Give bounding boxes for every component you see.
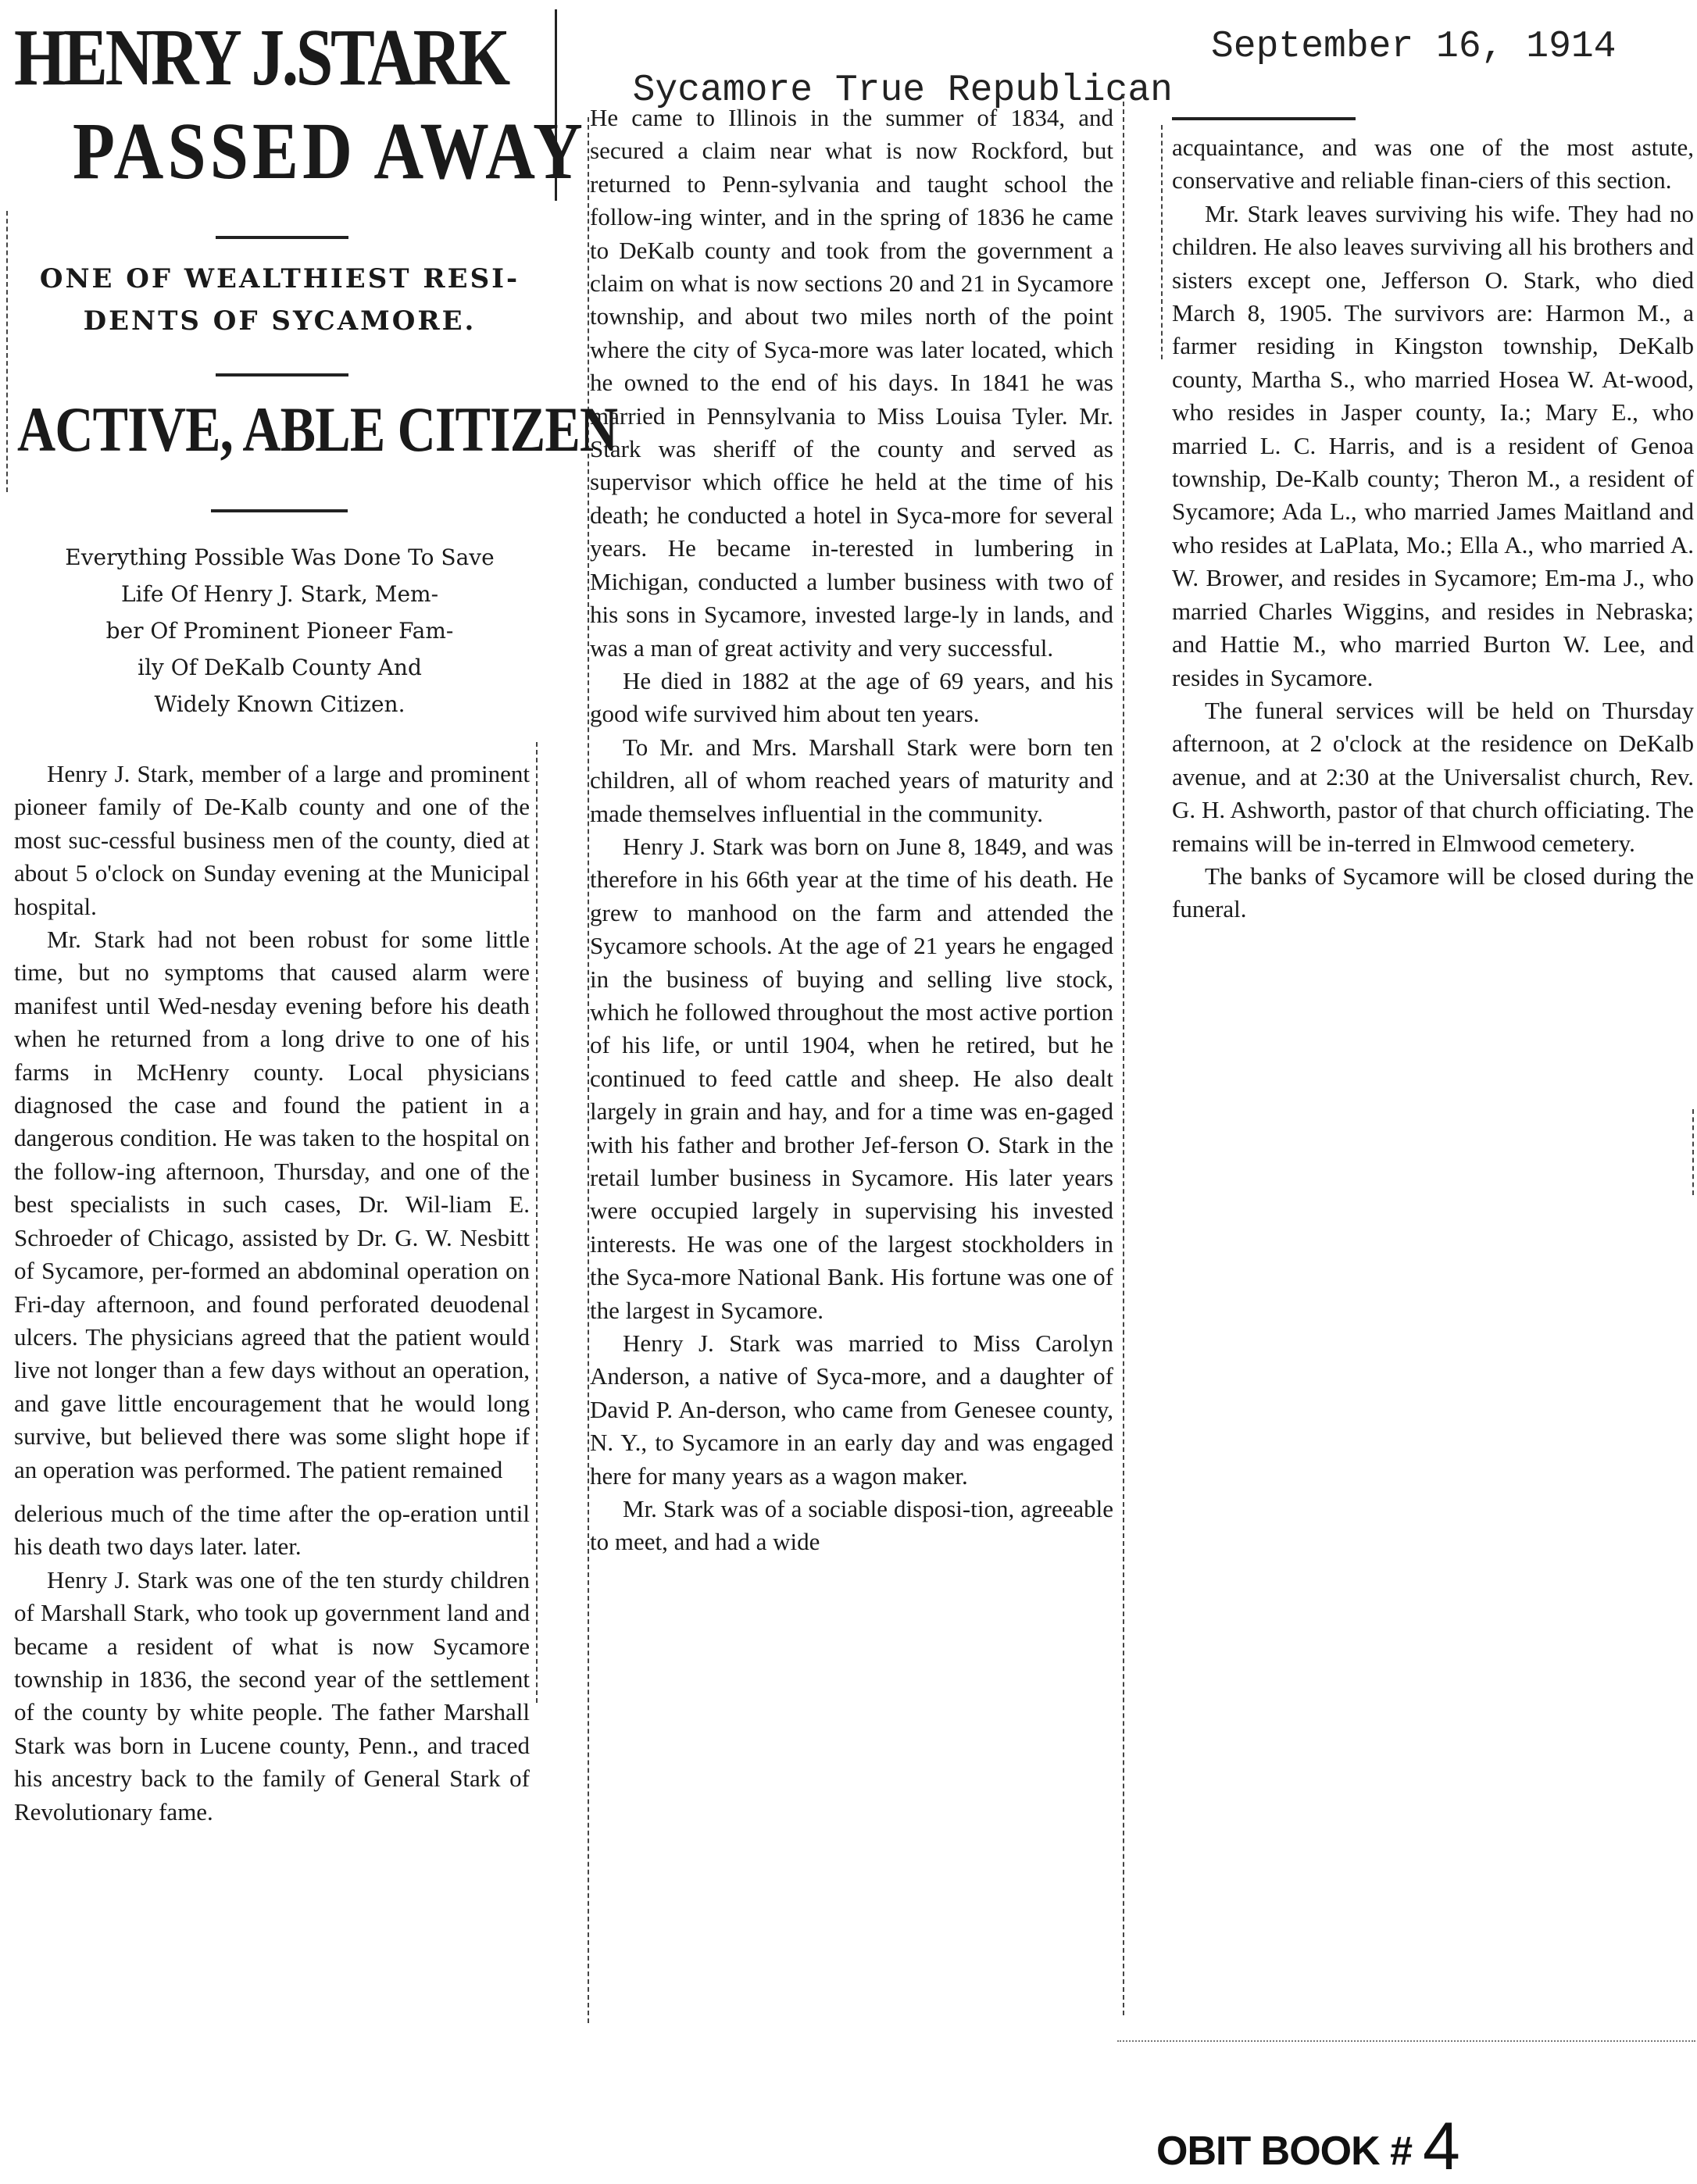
paragraph: He came to Illinois in the summer of 1834, and secured a claim near what is now Rockford, but returned to Penn-sylvania and taught school the follow-ing winter, and in the spring of 1836 he came to DeKalb county and took from the government a claim on what is now sections 20 and 21 in Sycamore township, and about two miles north of the point where the city of Syca-more was later located, which he owned to the end of his days. In 1841 he was married in Pennsylvania to Miss Louisa Tyler. Mr. Stark was sheriff of the county and served as supervisor which office he held at the time of his death; he conducted a hotel in Syca-more for several years. He became in-terested in lumbering in Michigan, conducted a lumber business with two of his sons in Sycamore, invested large-ly in lands, and was a man of great activity and very successful. [590, 104, 1113, 662]
paragraph: Henry J. Stark was married to Miss Carolyn Anderson, a native of Syca-more, and a daughter of David P. An-derson, who came from Genesee county, N. Y., to Sycamore in an early day and was engaged here for many years as a wagon maker. [590, 1329, 1113, 1490]
headline-rule-3 [211, 509, 348, 512]
subheadline [14, 258, 545, 342]
deck-line: ily Of DeKalb County And [138, 655, 422, 680]
deck-line: Everything Possible Was Done To Save [65, 544, 495, 570]
obit-book-label: OBIT BOOK # [1156, 2129, 1413, 2174]
deck-line: Life Of Henry J. Stark, Mem- [120, 581, 439, 607]
paragraph: acquaintance, and was one of the most astute, conservative and reliable finan-ciers of this section. [1172, 134, 1694, 194]
paragraph: The funeral services will be held on Thursday afternoon, at 2 o'clock at the residence on DeKalb avenue, and at 2:30 at the Universalist church, Rev. G. H. Ashworth, pastor of that church officiating. The remains will be in-terred in Elmwood cemetery. [1172, 696, 1694, 857]
paragraph: He died in 1882 at the age of 69 years, and his good wife survived him about ten years. [590, 666, 1113, 728]
obit-book-stamp [1156, 2109, 1459, 2184]
paragraph: delerious much of the time after the op-eration until his death two days later. later. [14, 1499, 530, 1561]
paragraph: To Mr. and Mrs. Marshall Stark were born ten children, all of whom reached years of maturity and made themselves influential in the community. [590, 733, 1113, 827]
column-divider-left-body [1123, 94, 1124, 2015]
paragraph: Mr. Stark had not been robust for some little time, but no symptoms that caused alarm were manifest until Wed-nesday evening before his death when he returned from a long drive to one of his farms in McHenry county. Local physicians diagnosed the case and found the patient in a dangerous condition. He was taken to the hospital on the follow-ing afternoon, Thursday, and one of the best specialists in such cases, Dr. Wil-liam E. Schroeder of Chicago, assisted by Dr. G. W. Nesbitt of Sycamore, per-formed an abdominal operation on Fri-day afternoon, and found perforated deuodenal ulcers. The physicians agreed that the patient would live not longer than a few days without an operation, and gave little encouragement that he would long survive, but believed there was some slight hope if an operation was performed. The patient remained [14, 926, 530, 1483]
top-right-rule [1172, 117, 1356, 120]
publication-date: September 16, 1914 [1211, 26, 1617, 68]
bottom-right-rule [1117, 2040, 1695, 2042]
article-left-column [14, 758, 530, 1829]
headline-rule-2 [216, 373, 348, 376]
paragraph: The banks of Sycamore will be closed during the funeral. [1172, 862, 1694, 923]
headline-line-2: PASSED AWAY [73, 106, 587, 196]
column-divider-leftmost [6, 211, 8, 492]
paragraph: Henry J. Stark was born on June 8, 1849, and was therefore in his 66th year at the time of his death. He grew to manhood on the farm and attended the Sycamore schools. At the age of 21 years he engaged in the business of buying and selling live stock, which he followed throughout the most active portion of his life, or until 1904, when he retired, but he continued to feed cattle and sheep. He also dealt largely in grain and hay, and for a time was en-gaged with his father and brother Jef-ferson O. Stark in the retail lumber business in Sycamore. His later years were occupied largely in supervising his invested interests. He was one of the largest stockholders in the Syca-more National Bank. His fortune was one of the largest in Sycamore. [590, 832, 1113, 1324]
subheadline-line-1: ONE OF WEALTHIEST RESI- [39, 263, 520, 294]
paragraph: Mr. Stark was of a sociable disposi-tion, agreeable to meet, and had a wide [590, 1495, 1113, 1556]
deck-line: Widely Known Citizen. [154, 691, 405, 717]
obit-book-number: 4 [1423, 2109, 1459, 2184]
paragraph: Mr. Stark leaves surviving his wife. They had no children. He also leaves surviving all his brothers and sisters except one, Jefferson O. Stark, who died March 8, 1905. The survivors are: Harmon M., a farmer residing in Kingston township, DeKalb county, Martha S., who married Hosea W. At-wood, who resides in Jasper county, Ia.; Mary E., who married L. C. Harris, and is a resident of Genoa township, De-Kalb county; Theron M., a resident of Sycamore; Ada L., who married James Maitland and who resides at LaPlata, Mo.; Ella A., who married A. W. Brower, and resides in Sycamore; Em-ma J., who married Charles Wiggins, and resides in Nebraska; and Hattie M., who married Burton W. Lee, and resides in Sycamore. [1172, 199, 1694, 691]
headline-deck [14, 539, 545, 723]
article-right-column [1172, 131, 1694, 926]
column-divider-farright [1692, 1109, 1694, 1195]
paragraph: Henry J. Stark was one of the ten sturdy children of Marshall Stark, who took up government land and became a resident of what is now Sycamore township in 1836, the second year of the settlement of the county by white people. The father Marshall Stark was born in Lucene county, Penn., and traced his ancestry back to the family of General Stark of Revolutionary fame. [14, 1565, 530, 1825]
column-divider-left-col [536, 742, 538, 1703]
subheadline-line-2: DENTS OF SYCAMORE. [83, 305, 477, 337]
headline-rule-1 [216, 236, 348, 239]
secondary-headline: ACTIVE, ABLE CITIZEN [17, 394, 618, 465]
headline-line-1: HENRY J.STARK [14, 12, 508, 102]
column-divider-right [1161, 125, 1163, 359]
newspaper-name: Sycamore True Republican [632, 70, 1173, 112]
deck-line: ber Of Prominent Pioneer Fam- [105, 618, 454, 644]
paragraph: Henry J. Stark, member of a large and prominent pioneer family of De-Kalb county and one of the most suc-cessful business men of the county, died at about 5 o'clock on Sunday evening at the Municipal hospital. [14, 760, 530, 920]
article-middle-column [590, 102, 1113, 1559]
